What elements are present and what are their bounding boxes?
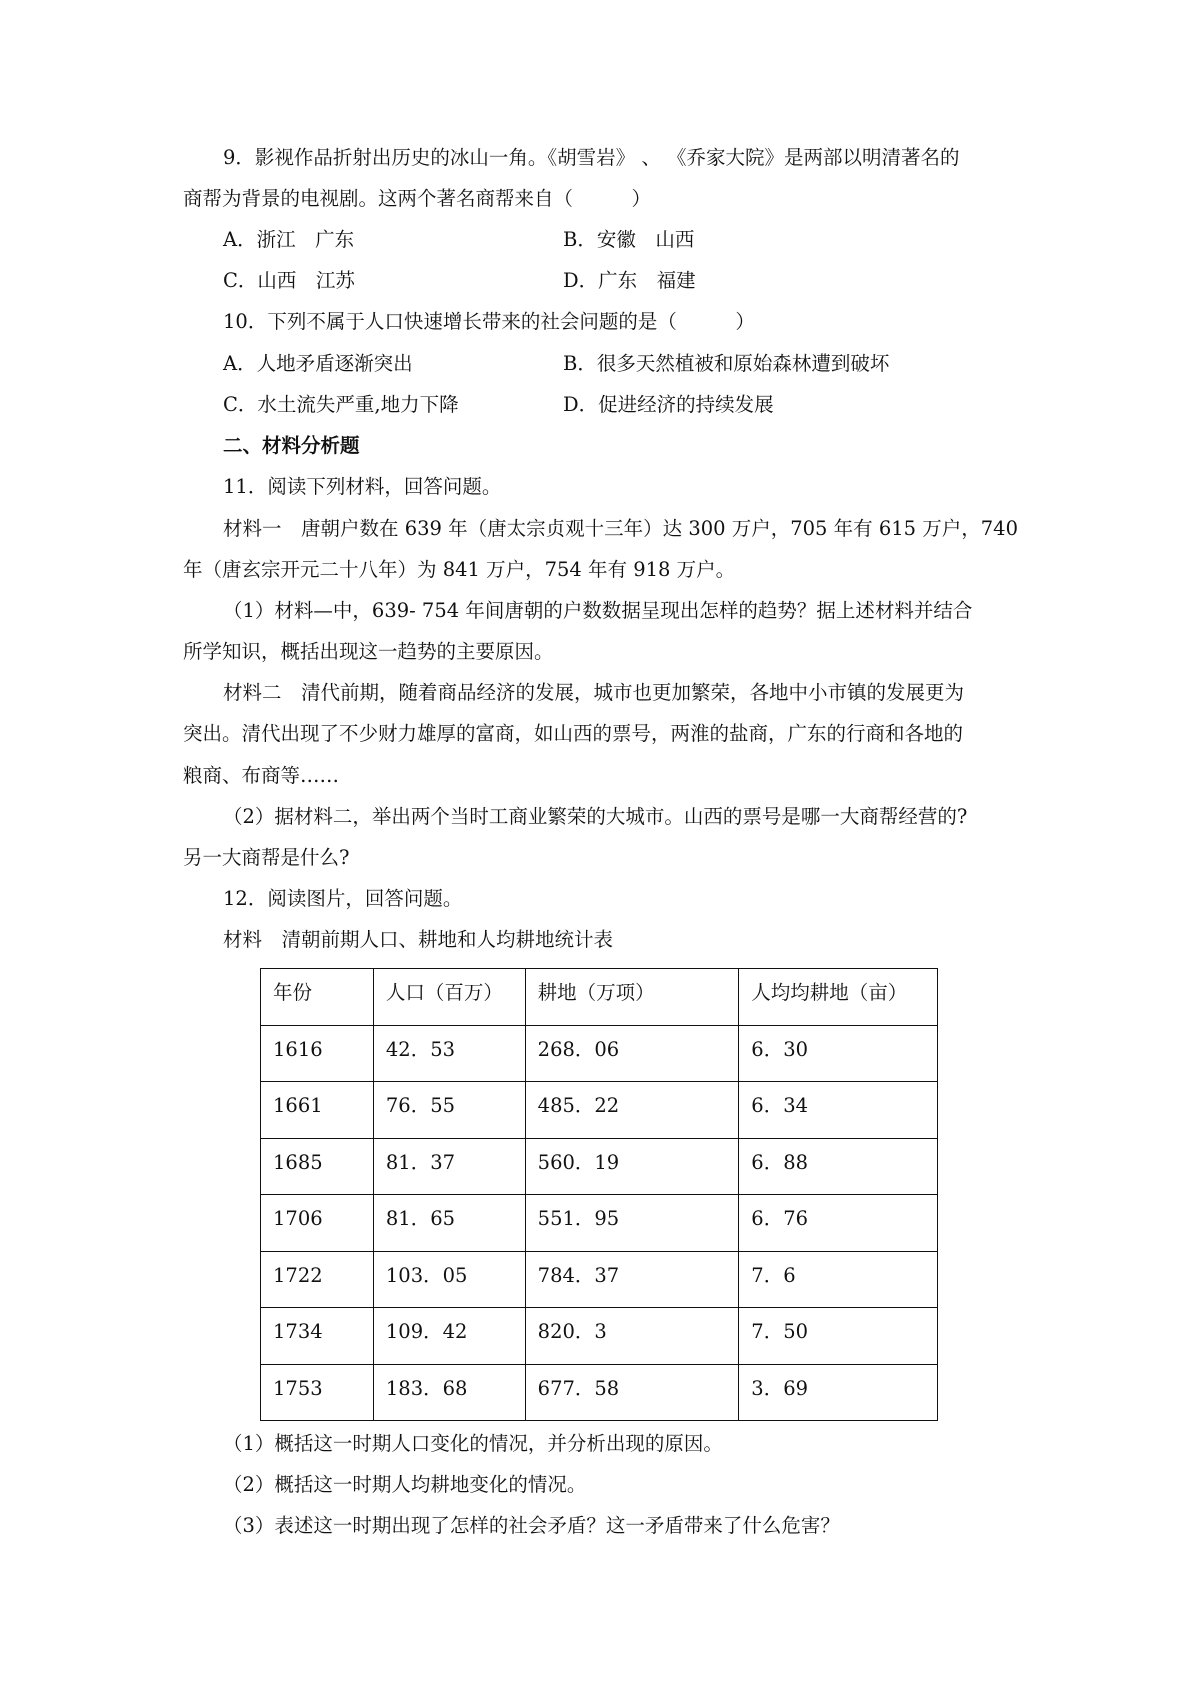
population-farmland-table — [260, 968, 938, 1421]
q11-part2-line1: （2）据材料二，举出两个当时工商业繁荣的大城市。山西的票号是哪一大商帮经营的? — [223, 805, 968, 828]
q11-material1-line2: 年（唐玄宗开元二十八年）为 841 万户，754 年有 918 万户。 — [183, 558, 736, 581]
q10-option-d: D．促进经济的持续发展 — [563, 393, 774, 416]
q12-table-caption: 材料 清朝前期人口、耕地和人均耕地统计表 — [223, 928, 614, 951]
section-title: 二、材料分析题 — [223, 434, 360, 457]
cell-year: 1753 — [261, 1364, 374, 1421]
cell-farmland: 551．95 — [525, 1195, 739, 1252]
cell-farmland: 677．58 — [525, 1364, 739, 1421]
q9-line2: 商帮为背景的电视剧。这两个著名商帮来自（ ） — [183, 187, 652, 210]
q9-option-a: A．浙江 广东 — [223, 228, 355, 251]
cell-per-capita: 6．76 — [739, 1195, 938, 1252]
cell-year: 1734 — [261, 1308, 374, 1365]
header-per-capita: 人均均耕地（亩） — [739, 969, 938, 1026]
cell-per-capita: 7．50 — [739, 1308, 938, 1365]
q10-line1: 10．下列不属于人口快速增长带来的社会问题的是（ ） — [223, 310, 755, 333]
q10-option-b: B．很多天然植被和原始森林遭到破坏 — [563, 352, 890, 375]
q11-material2-line3: 粮商、布商等…… — [183, 764, 340, 787]
q9-option-d: D．广东 福建 — [563, 269, 696, 292]
table-header-row — [261, 969, 938, 1026]
cell-population: 76．55 — [373, 1082, 525, 1139]
cell-year: 1661 — [261, 1082, 374, 1139]
q10-option-c: C．水土流失严重,地力下降 — [223, 393, 459, 416]
q11-material1-line1: 材料一 唐朝户数在 639 年（唐太宗贞观十三年）达 300 万户，705 年有 615 万户，740 — [223, 517, 1018, 540]
q11-intro: 11．阅读下列材料，回答问题。 — [223, 475, 502, 498]
header-farmland: 耕地（万项） — [525, 969, 739, 1026]
table-row — [261, 1364, 938, 1421]
table-row — [261, 1251, 938, 1308]
q12-part2: （2）概括这一时期人均耕地变化的情况。 — [223, 1473, 587, 1496]
cell-farmland: 268．06 — [525, 1025, 739, 1082]
table-row — [261, 1025, 938, 1082]
cell-year: 1616 — [261, 1025, 374, 1082]
table-row — [261, 1082, 938, 1139]
cell-year: 1706 — [261, 1195, 374, 1252]
q12-intro: 12．阅读图片，回答问题。 — [223, 887, 463, 910]
q12-part3: （3）表述这一时期出现了怎样的社会矛盾？这一矛盾带来了什么危害？ — [223, 1514, 840, 1537]
cell-population: 42．53 — [373, 1025, 525, 1082]
table-row — [261, 1195, 938, 1252]
q9-line1: 9．影视作品折射出历史的冰山一角。《胡雪岩》 、 《乔家大院》是两部以明清著名的 — [223, 146, 960, 169]
cell-population: 81．65 — [373, 1195, 525, 1252]
cell-population: 183．68 — [373, 1364, 525, 1421]
q11-material2-line2: 突出。清代出现了不少财力雄厚的富商，如山西的票号，两淮的盐商，广东的行商和各地的 — [183, 722, 964, 745]
cell-per-capita: 6．88 — [739, 1138, 938, 1195]
q9-option-c: C．山西 江苏 — [223, 269, 355, 292]
cell-population: 109．42 — [373, 1308, 525, 1365]
cell-per-capita: 6．30 — [739, 1025, 938, 1082]
cell-farmland: 784．37 — [525, 1251, 739, 1308]
q9-option-b: B．安徽 山西 — [563, 228, 695, 251]
q12-part1: （1）概括这一时期人口变化的情况，并分析出现的原因。 — [223, 1432, 723, 1455]
cell-year: 1722 — [261, 1251, 374, 1308]
cell-farmland: 560．19 — [525, 1138, 739, 1195]
cell-farmland: 485．22 — [525, 1082, 739, 1139]
cell-population: 103．05 — [373, 1251, 525, 1308]
q11-part1-line2: 所学知识，概括出现这一趋势的主要原因。 — [183, 640, 554, 663]
q11-part2-line2: 另一大商帮是什么? — [183, 846, 350, 869]
cell-farmland: 820．3 — [525, 1308, 739, 1365]
q10-option-a: A．人地矛盾逐渐突出 — [223, 352, 413, 375]
cell-year: 1685 — [261, 1138, 374, 1195]
table-row — [261, 1138, 938, 1195]
header-population: 人口（百万） — [373, 969, 525, 1026]
q11-material2-line1: 材料二 清代前期，随着商品经济的发展，城市也更加繁荣，各地中小市镇的发展更为 — [223, 681, 965, 704]
cell-population: 81．37 — [373, 1138, 525, 1195]
cell-per-capita: 3．69 — [739, 1364, 938, 1421]
cell-per-capita: 6．34 — [739, 1082, 938, 1139]
table-row — [261, 1308, 938, 1365]
q11-part1-line1: （1）材料—中，639- 754 年间唐朝的户数数据呈现出怎样的趋势？据上述材料并结合 — [223, 599, 973, 622]
header-year: 年份 — [261, 969, 374, 1026]
cell-per-capita: 7．6 — [739, 1251, 938, 1308]
